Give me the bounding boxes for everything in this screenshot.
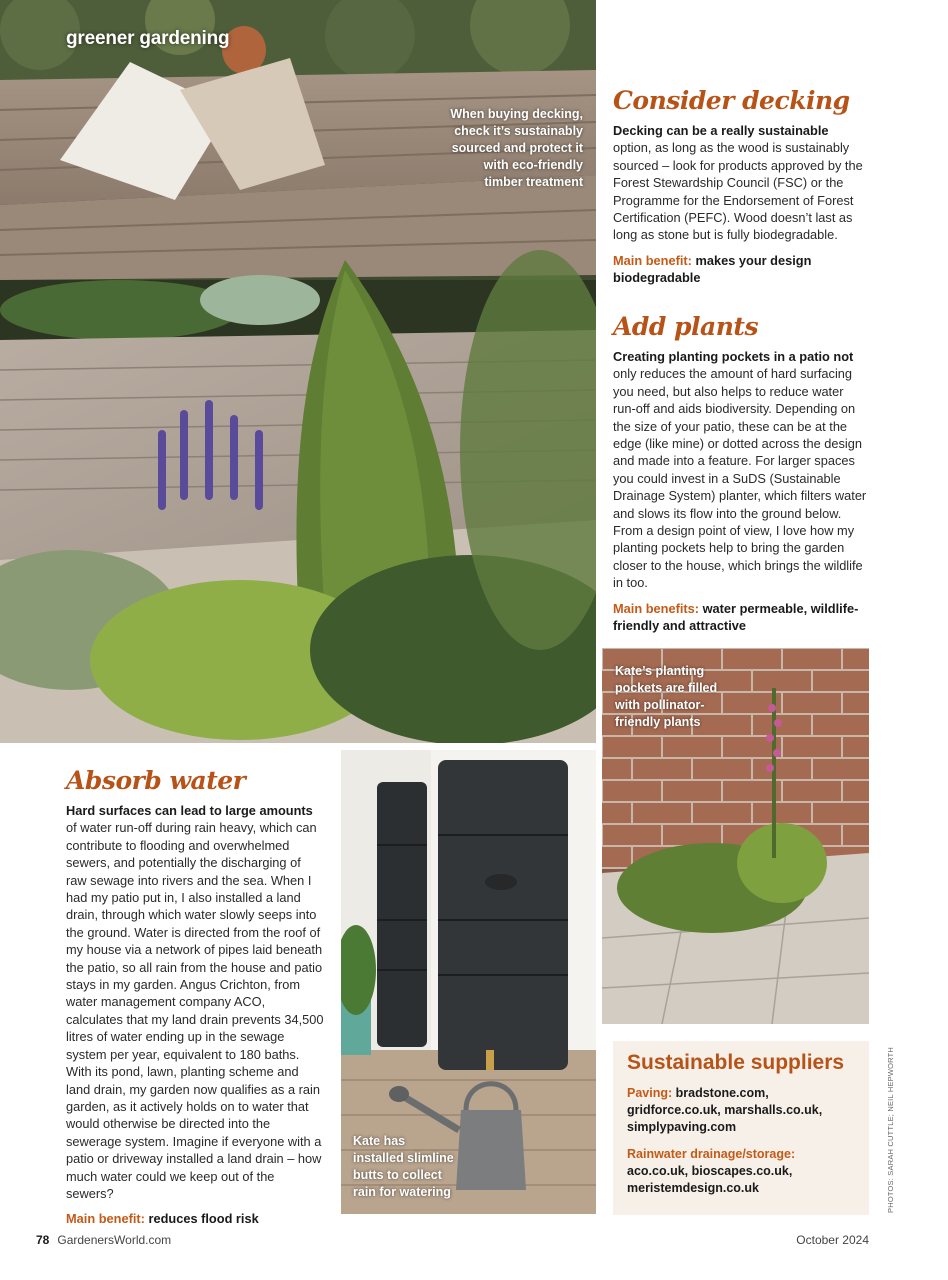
footer-site: GardenersWorld.com — [57, 1233, 172, 1247]
article-plants — [613, 312, 869, 635]
waterbutt-photo-caption: Kate has installed slimline butts to collect rain for watering — [353, 1134, 454, 1199]
water-benefit-label: Main benefit: — [66, 1211, 145, 1227]
water-lead: Hard surfaces can lead to large amounts — [66, 803, 313, 818]
suppliers-paving — [627, 1085, 855, 1136]
suppliers-rainwater — [627, 1146, 855, 1197]
footer-issue: October 2024 — [796, 1233, 869, 1247]
decking-benefit-label: Main benefit: — [613, 252, 692, 268]
water-text: of water run-off during rain heavy, which can contribute to flooding and overwhelmed sewers, and potentially the discharging of raw sewage into rivers and the sea. When I had my patio put in, I also installed a land drain, through which water slowly seeps into the ground. Water is directed from the roof of my house via a network of pipes laid beneath the patio, so all rain from the house and patio stays in my garden. Angus Crichton, from water management company ACO, calculates that my land drain prevents 34,500 litres of water ending up in the sewage system per year, equivalent to 180 baths. With its pond, lawn, planting scheme and land drain, my garden now qualifies as a rain garden, as it actively holds on to water that would otherwise be directed into the sewerage system. Imagine if everyone with a patio or driveway installed a land drain – how much water could we keep out of the sewers? — [66, 820, 324, 1201]
decking-heading: Consider decking — [613, 86, 850, 115]
paving-label: Paving: — [627, 1086, 673, 1100]
decking-benefit-text: makes your design biodegradable — [613, 252, 812, 286]
photo-credit: PHOTOS: SARAH CUTTLE; NEIL HEPWORTH — [886, 1046, 895, 1213]
plants-benefit-label: Main benefits: — [613, 600, 700, 616]
decking-body — [613, 122, 869, 244]
article-water — [66, 766, 324, 1228]
plants-text: only reduces the amount of hard surfacing you need, but also helps to reduce water run-off and aids biodiversity. Depending on the size of your patio, these can be at the edge (like mine) or dotted across the design and made into a feature. For larger spaces you could invest in a SuDS (Sustainable Drainage System) planter, which filters water and slows its flow into the ground below. From a design point of view, I love how my planting pockets help to bring the garden closer to the house, which brings the wildlife in too. — [613, 366, 867, 591]
water-body — [66, 802, 324, 1202]
decking-benefit — [613, 252, 869, 287]
decking-photo-caption: When buying decking, check it’s sustainably sourced and protect it with eco-friendly timber treatment — [450, 107, 583, 189]
paving-links: bradstone.com, gridforce.co.uk, marshalls.co.uk, simplypaving.com — [627, 1086, 823, 1134]
plants-body — [613, 348, 869, 592]
suppliers-box — [613, 1041, 869, 1215]
water-heading: Absorb water — [66, 766, 246, 795]
plants-benefit — [613, 600, 869, 635]
decking-text: option, as long as the wood is sustainably sourced – look for products approved by the Forest Stewardship Council (FSC) or the Programme for the Endorsement of Forest Certification (PEFC). Wood doesn’t last as long as stone but is fully biodegradable. — [613, 140, 863, 243]
water-benefit-text: reduces flood risk — [144, 1211, 259, 1227]
rainwater-links: aco.co.uk, bioscapes.co.uk, meristemdesign.co.uk — [627, 1164, 793, 1195]
article-decking — [613, 86, 869, 287]
section-label: greener gardening — [66, 28, 230, 49]
plants-benefit-text: water permeable, wildlife-friendly and attractive — [613, 600, 859, 634]
water-benefit — [66, 1210, 324, 1227]
rainwater-label: Rainwater drainage/storage: — [627, 1147, 796, 1161]
suppliers-heading: Sustainable suppliers — [627, 1051, 845, 1074]
page-number: 78 — [36, 1233, 50, 1247]
planting-photo-caption: Kate’s planting pockets are filled with pollinator-friendly plants — [615, 664, 718, 729]
decking-lead: Decking can be a really sustainable — [613, 123, 829, 138]
plants-heading: Add plants — [613, 312, 759, 341]
plants-lead: Creating planting pockets in a patio not — [613, 349, 854, 364]
footer-left — [36, 1233, 171, 1247]
